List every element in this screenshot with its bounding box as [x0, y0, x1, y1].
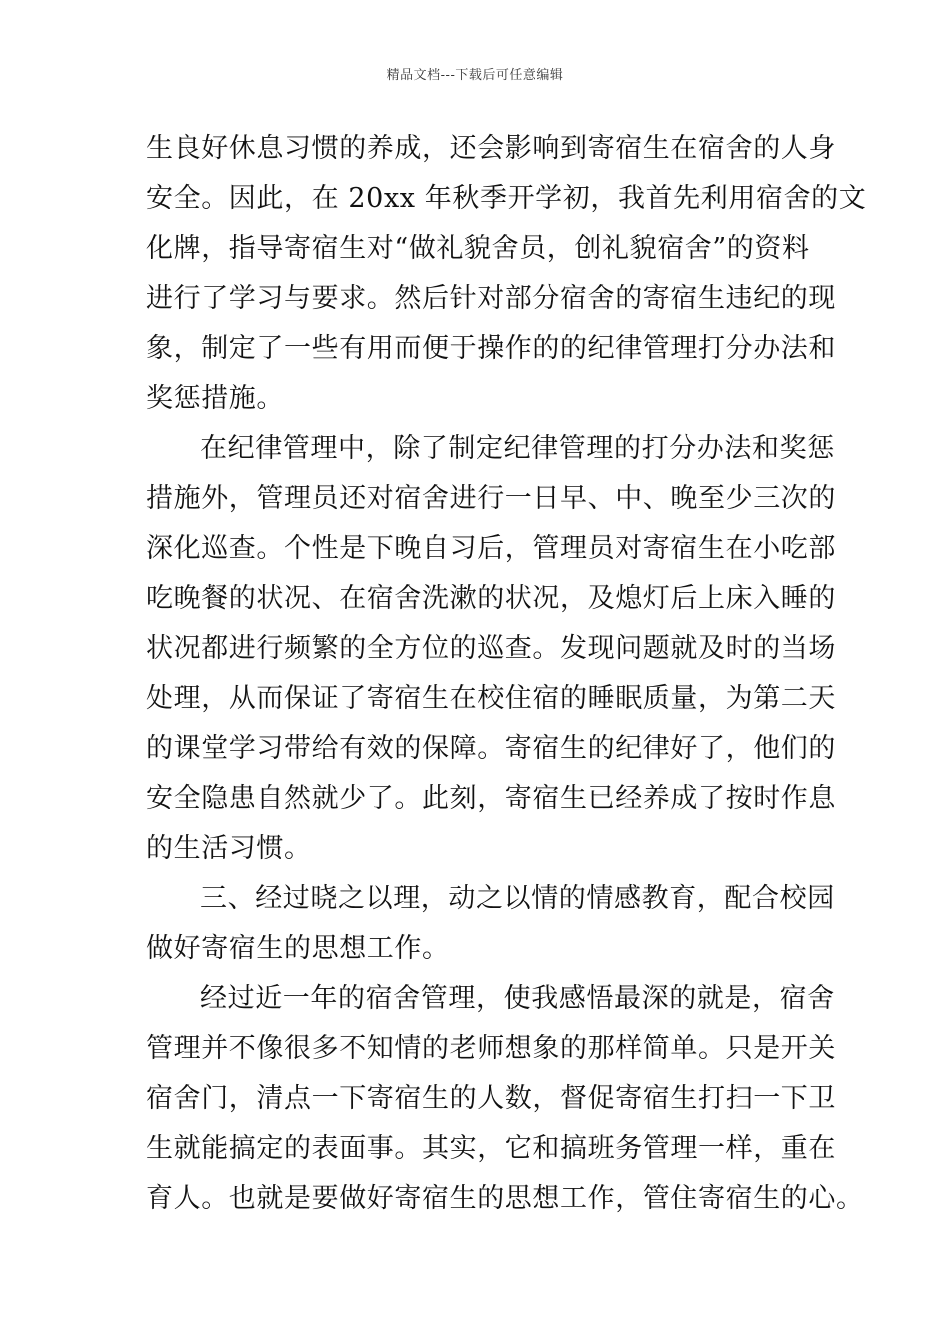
text-line: 安全隐患自然就少了。此刻，寄宿生已经养成了按时作息 [146, 783, 836, 814]
document-body [146, 124, 867, 1224]
text-line: 安全。因此，在 20xx 年秋季开学初，我首先利用宿舍的文 [146, 183, 867, 214]
paragraph [146, 424, 836, 874]
text-line: 生就能搞定的表面事。其实，它和搞班务管理一样，重在 [146, 1133, 836, 1164]
text-line: 进行了学习与要求。然后针对部分宿舍的寄宿生违纪的现 [146, 283, 836, 314]
text-line: 管理并不像很多不知情的老师想象的那样简单。只是开关 [146, 1033, 836, 1064]
paragraph [146, 974, 864, 1224]
text-line: 育人。也就是要做好寄宿生的思想工作，管住寄宿生的心。 [146, 1183, 864, 1214]
text-line: 化牌，指导寄宿生对“做礼貌舍员，创礼貌宿舍”的资料 [146, 233, 810, 264]
text-line: 处理，从而保证了寄宿生在校住宿的睡眠质量，为第二天 [146, 683, 836, 714]
paragraph [146, 124, 867, 424]
text-line: 状况都进行频繁的全方位的巡查。发现问题就及时的当场 [146, 633, 836, 664]
page-header: 精品文档---下载后可任意编辑 [386, 68, 564, 83]
text-line: 奖惩措施。 [146, 383, 284, 414]
text-line: 三、经过晓之以理，动之以情的情感教育，配合校园 [200, 883, 835, 914]
text-line: 象，制定了一些有用而便于操作的的纪律管理打分办法和 [146, 333, 836, 364]
text-line: 宿舍门，清点一下寄宿生的人数，督促寄宿生打扫一下卫 [146, 1083, 836, 1114]
text-line: 的课堂学习带给有效的保障。寄宿生的纪律好了，他们的 [146, 733, 836, 764]
text-line: 做好寄宿生的思想工作。 [146, 933, 450, 964]
text-line: 生良好休息习惯的养成，还会影响到寄宿生在宿舍的人身 [146, 133, 836, 164]
paragraph [146, 874, 835, 974]
text-line: 的生活习惯。 [146, 833, 312, 864]
text-line: 深化巡查。个性是下晚自习后，管理员对寄宿生在小吃部 [146, 533, 836, 564]
text-line: 措施外，管理员还对宿舍进行一日早、中、晚至少三次的 [146, 483, 836, 514]
text-line: 在纪律管理中，除了制定纪律管理的打分办法和奖惩 [200, 433, 835, 464]
text-line: 经过近一年的宿舍管理，使我感悟最深的就是，宿舍 [200, 983, 835, 1014]
text-line: 吃晚餐的状况、在宿舍洗漱的状况，及熄灯后上床入睡的 [146, 583, 836, 614]
